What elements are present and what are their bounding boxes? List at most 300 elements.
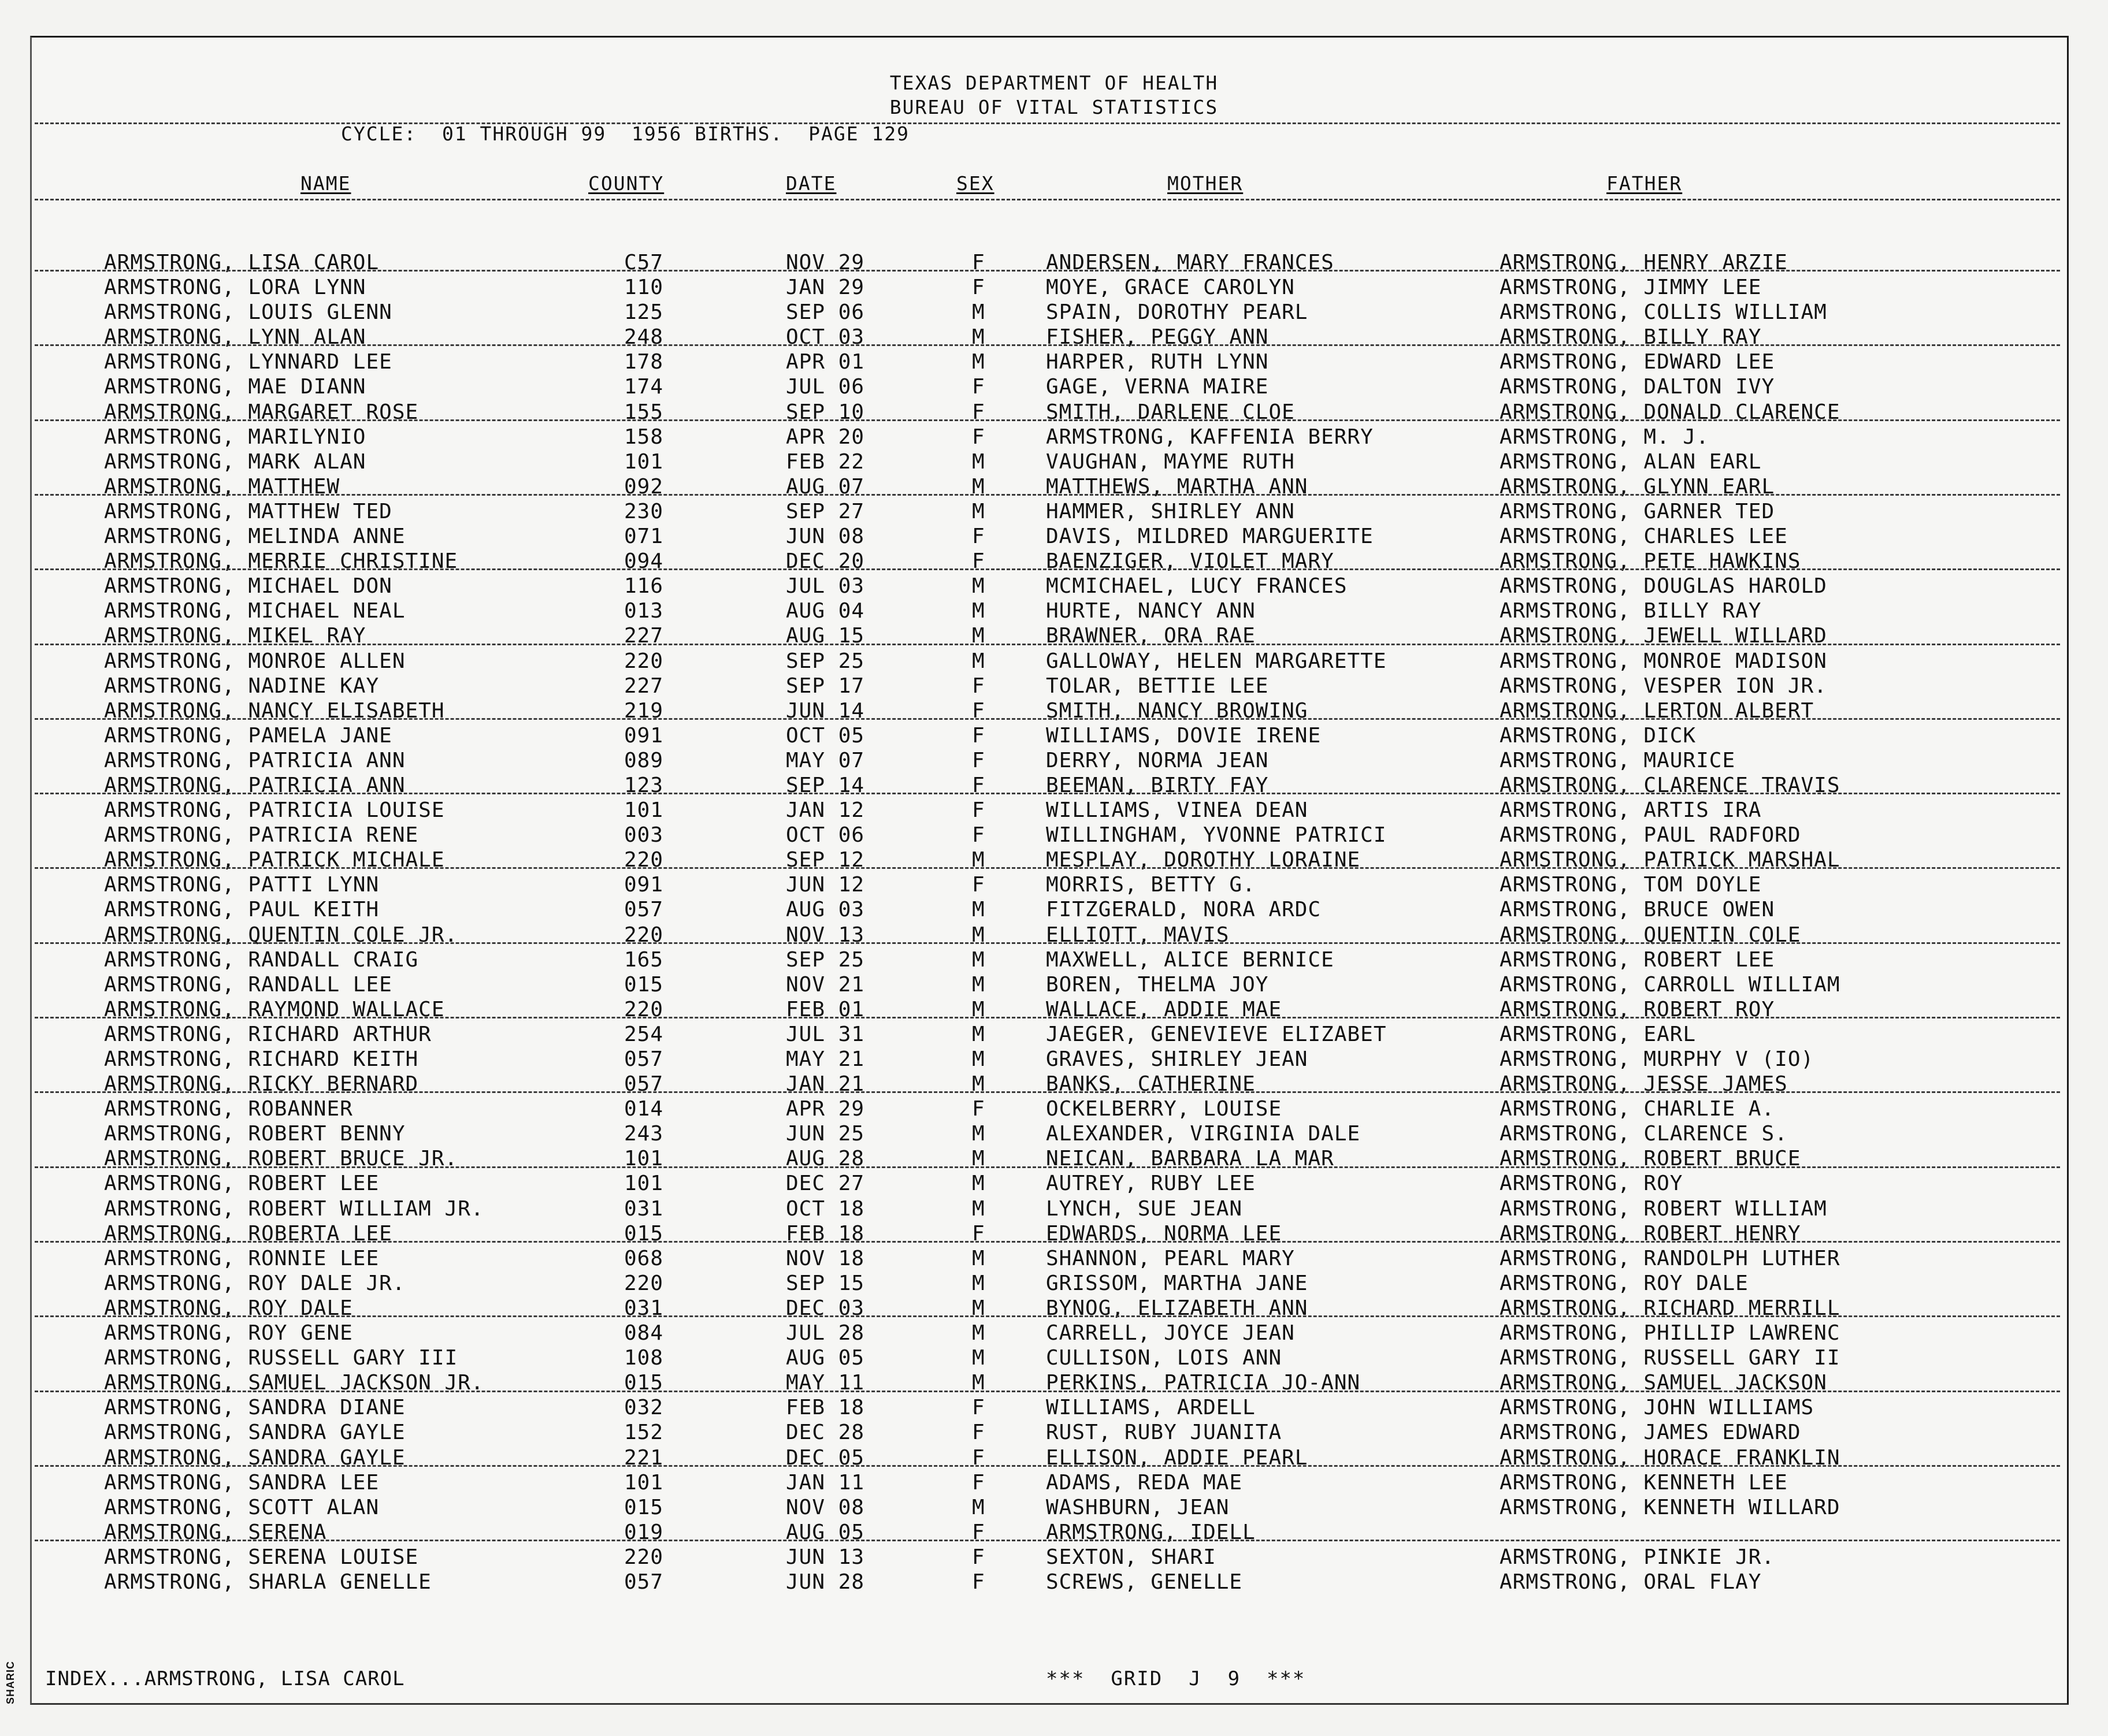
cell-name: ARMSTRONG, RICHARD KEITH — [104, 1047, 419, 1071]
cell-date: NOV 08 — [786, 1495, 865, 1519]
table-row — [0, 1495, 2108, 1520]
cell-sex: M — [972, 1022, 985, 1046]
cell-name: ARMSTRONG, PATRICIA LOUISE — [104, 798, 445, 823]
cell-name: ARMSTRONG, SHARLA GENELLE — [104, 1570, 432, 1594]
cell-father: ARMSTRONG, MAURICE — [1500, 748, 1736, 772]
cell-sex: F — [972, 525, 985, 549]
table-row — [0, 823, 2108, 847]
cell-county: 152 — [624, 1421, 664, 1445]
cell-sex: M — [972, 350, 985, 374]
cell-county: 101 — [624, 1147, 664, 1171]
cell-mother: BAENZIGER, VIOLET MARY — [1046, 549, 1334, 574]
cell-sex: F — [972, 1520, 985, 1544]
cell-father: ARMSTRONG, ORAL FLAY — [1500, 1570, 1762, 1594]
cell-county: 031 — [624, 1296, 664, 1320]
cell-sex: F — [972, 748, 985, 772]
cell-sex: M — [972, 574, 985, 599]
cell-name: ARMSTRONG, MARGARET ROSE — [104, 400, 419, 424]
cell-father: ARMSTRONG, MURPHY V (IO) — [1500, 1047, 1814, 1071]
row-group-divider — [35, 270, 2060, 272]
cell-sex: M — [972, 1495, 985, 1519]
cell-county: 057 — [624, 1570, 664, 1594]
cell-mother: ALEXANDER, VIRGINIA DALE — [1046, 1122, 1361, 1146]
cell-father: ARMSTRONG, CHARLIE A. — [1500, 1097, 1775, 1121]
row-group-divider — [35, 568, 2060, 570]
cell-mother: GRAVES, SHIRLEY JEAN — [1046, 1047, 1308, 1071]
cell-mother: SMITH, NANCY BROWING — [1046, 698, 1308, 723]
cell-county: 015 — [624, 972, 664, 997]
cell-date: OCT 03 — [786, 325, 865, 350]
cell-county: 110 — [624, 276, 664, 300]
cell-mother: VAUGHAN, MAYME RUTH — [1046, 449, 1295, 474]
cell-sex: M — [972, 947, 985, 972]
cell-county: 015 — [624, 1371, 664, 1395]
cell-father: ARMSTRONG, ROBERT ROY — [1500, 997, 1775, 1021]
table-row — [0, 897, 2108, 922]
cell-name: ARMSTRONG, RICHARD ARTHUR — [104, 1022, 432, 1046]
cell-county: 101 — [624, 1172, 664, 1196]
row-group-divider — [35, 942, 2060, 944]
row-group-divider — [35, 867, 2060, 869]
table-row — [0, 1196, 2108, 1221]
cell-sex: F — [972, 674, 985, 698]
cell-father: ARMSTRONG, PINKIE JR. — [1500, 1545, 1775, 1569]
cell-county: C57 — [624, 251, 664, 274]
cell-sex: M — [972, 898, 985, 922]
cell-father: ARMSTRONG, ROBERT HENRY — [1500, 1221, 1801, 1246]
cell-sex: F — [972, 1470, 985, 1495]
cell-county: 155 — [624, 400, 664, 424]
cell-county: 243 — [624, 1122, 664, 1146]
cell-father: ARMSTRONG, PETE HAWKINS — [1500, 549, 1801, 574]
cell-father: ARMSTRONG, ARTIS IRA — [1500, 798, 1762, 823]
cell-sex: F — [972, 1396, 985, 1420]
cell-mother: MAXWELL, ALICE BERNICE — [1046, 947, 1334, 972]
cell-date: AUG 05 — [786, 1346, 865, 1370]
cell-county: 248 — [624, 325, 664, 350]
cell-date: DEC 05 — [786, 1445, 865, 1470]
cell-date: JUL 31 — [786, 1022, 865, 1046]
row-group-divider — [35, 718, 2060, 720]
cell-sex: M — [972, 1346, 985, 1370]
cell-father: ARMSTRONG, PAUL RADFORD — [1500, 823, 1801, 847]
cell-sex: M — [972, 1271, 985, 1295]
cell-date: SEP 10 — [786, 400, 865, 424]
cell-sex: F — [972, 723, 985, 748]
table-row — [0, 649, 2108, 674]
cell-name: ARMSTRONG, ROBERT BRUCE JR. — [104, 1147, 458, 1171]
cell-mother: PERKINS, PATRICIA JO-ANN — [1046, 1371, 1361, 1395]
cell-mother: FITZGERALD, NORA ARDC — [1046, 898, 1322, 922]
cell-date: AUG 15 — [786, 624, 865, 648]
cell-date: FEB 22 — [786, 449, 865, 474]
cell-mother: RUST, RUBY JUANITA — [1046, 1421, 1282, 1445]
cell-mother: TOLAR, BETTIE LEE — [1046, 674, 1269, 698]
cell-date: DEC 20 — [786, 549, 865, 574]
cell-father: ARMSTRONG, HENRY ARZIE — [1500, 251, 1788, 274]
table-row — [0, 723, 2108, 748]
cell-mother: EDWARDS, NORMA LEE — [1046, 1221, 1282, 1246]
cell-name: ARMSTRONG, MICHAEL NEAL — [104, 599, 406, 623]
cell-county: 032 — [624, 1396, 664, 1420]
cell-date: FEB 01 — [786, 997, 865, 1021]
cell-county: 084 — [624, 1321, 664, 1345]
column-header-date: DATE — [786, 172, 837, 195]
cell-father: ARMSTRONG, JAMES EDWARD — [1500, 1421, 1801, 1445]
cell-father: ARMSTRONG, KENNETH LEE — [1500, 1470, 1788, 1495]
cell-date: SEP 06 — [786, 300, 865, 325]
column-header-mother: MOTHER — [1167, 172, 1244, 195]
cell-sex: F — [972, 1445, 985, 1470]
table-row — [0, 872, 2108, 897]
cell-mother: SEXTON, SHARI — [1046, 1545, 1216, 1569]
cell-date: OCT 05 — [786, 723, 865, 748]
cell-county: 092 — [624, 474, 664, 499]
row-group-divider — [35, 793, 2060, 794]
cell-date: JUL 06 — [786, 375, 865, 399]
cell-father: ARMSTRONG, COLLIS WILLIAM — [1500, 300, 1827, 325]
cell-sex: M — [972, 1371, 985, 1395]
cell-date: NOV 21 — [786, 972, 865, 997]
table-row — [0, 425, 2108, 449]
cell-date: SEP 15 — [786, 1271, 865, 1295]
cell-father: ARMSTRONG, ROY DALE — [1500, 1271, 1749, 1295]
cell-sex: M — [972, 1072, 985, 1096]
cell-father: ARMSTRONG, RANDOLPH LUTHER — [1500, 1246, 1840, 1270]
cell-father: ARMSTRONG, TOM DOYLE — [1500, 873, 1762, 897]
cell-mother: SMITH, DARLENE CLOE — [1046, 400, 1295, 424]
cell-father: ARMSTRONG, BILLY RAY — [1500, 599, 1762, 623]
cell-county: 057 — [624, 1047, 664, 1071]
cell-county: 227 — [624, 674, 664, 698]
table-row — [0, 1470, 2108, 1495]
cell-sex: M — [972, 1246, 985, 1270]
cell-county: 220 — [624, 997, 664, 1021]
cell-name: ARMSTRONG, RUSSELL GARY III — [104, 1346, 458, 1370]
cell-date: NOV 13 — [786, 923, 865, 947]
cell-name: ARMSTRONG, PATRICK MICHALE — [104, 848, 445, 872]
cell-sex: M — [972, 972, 985, 997]
cell-sex: M — [972, 624, 985, 648]
table-row — [0, 300, 2108, 325]
cell-date: JUL 28 — [786, 1321, 865, 1345]
cell-sex: M — [972, 599, 985, 623]
cell-sex: M — [972, 923, 985, 947]
cell-mother: WILLINGHAM, YVONNE PATRICI — [1046, 823, 1387, 847]
cell-name: ARMSTRONG, NANCY ELISABETH — [104, 698, 445, 723]
cell-name: ARMSTRONG, MAE DIANN — [104, 375, 366, 399]
cell-father: ARMSTRONG, KENNETH WILLARD — [1500, 1495, 1840, 1519]
column-header-father: FATHER — [1606, 172, 1683, 195]
cell-name: ARMSTRONG, LORA LYNN — [104, 276, 366, 300]
cell-sex: M — [972, 997, 985, 1021]
cell-county: 015 — [624, 1495, 664, 1519]
cell-mother: SHANNON, PEARL MARY — [1046, 1246, 1295, 1270]
cell-county: 227 — [624, 624, 664, 648]
cell-name: ARMSTRONG, MARILYNIO — [104, 425, 366, 449]
cell-sex: F — [972, 375, 985, 399]
cell-date: SEP 25 — [786, 947, 865, 972]
cell-mother: NEICAN, BARBARA LA MAR — [1046, 1147, 1334, 1171]
cell-county: 174 — [624, 375, 664, 399]
cell-county: 031 — [624, 1196, 664, 1221]
cell-sex: M — [972, 300, 985, 325]
cell-county: 178 — [624, 350, 664, 374]
cell-county: 165 — [624, 947, 664, 972]
cycle-line: CYCLE: 01 THROUGH 99 1956 BIRTHS. PAGE 129 — [341, 122, 910, 145]
row-group-divider — [35, 344, 2060, 346]
table-row — [0, 947, 2108, 972]
cell-name: ARMSTRONG, PAMELA JANE — [104, 723, 392, 748]
cell-date: AUG 03 — [786, 898, 865, 922]
table-row — [0, 350, 2108, 374]
cell-county: 220 — [624, 649, 664, 673]
cell-sex: F — [972, 1421, 985, 1445]
table-row — [0, 374, 2108, 399]
row-group-divider — [35, 1241, 2060, 1243]
cell-date: JUN 13 — [786, 1545, 865, 1569]
cell-father: ARMSTRONG, DICK — [1500, 723, 1697, 748]
table-row — [0, 674, 2108, 698]
cell-father: ARMSTRONG, GARNER TED — [1500, 499, 1775, 523]
cell-date: SEP 17 — [786, 674, 865, 698]
cell-county: 089 — [624, 748, 664, 772]
cell-county: 221 — [624, 1445, 664, 1470]
cell-sex: M — [972, 1321, 985, 1345]
cell-date: NOV 18 — [786, 1246, 865, 1270]
cell-sex: M — [972, 1196, 985, 1221]
cell-mother: WILLIAMS, ARDELL — [1046, 1396, 1256, 1420]
cell-county: 019 — [624, 1520, 664, 1544]
cell-name: ARMSTRONG, LYNNARD LEE — [104, 350, 392, 374]
cell-name: ARMSTRONG, RAYMOND WALLACE — [104, 997, 445, 1021]
cell-mother: OCKELBERRY, LOUISE — [1046, 1097, 1282, 1121]
cell-county: 101 — [624, 1470, 664, 1495]
cell-sex: F — [972, 425, 985, 449]
grid-footer: *** GRID J 9 *** — [1046, 1667, 1306, 1690]
table-row — [0, 599, 2108, 623]
table-row — [0, 1246, 2108, 1271]
cell-date: JUN 14 — [786, 698, 865, 723]
cell-sex: M — [972, 1047, 985, 1071]
cell-name: ARMSTRONG, MIKEL RAY — [104, 624, 366, 648]
cell-date: AUG 04 — [786, 599, 865, 623]
cell-father: ARMSTRONG, QUENTIN COLE — [1500, 923, 1801, 947]
cell-sex: M — [972, 1296, 985, 1320]
cell-county: 094 — [624, 549, 664, 574]
cell-name: ARMSTRONG, QUENTIN COLE JR. — [104, 923, 458, 947]
cell-date: JUN 12 — [786, 873, 865, 897]
table-row — [0, 449, 2108, 474]
row-group-divider — [35, 1091, 2060, 1093]
table-row — [0, 1570, 2108, 1594]
cell-sex: M — [972, 649, 985, 673]
cell-date: AUG 28 — [786, 1147, 865, 1171]
cell-sex: M — [972, 848, 985, 872]
cell-county: 101 — [624, 449, 664, 474]
cell-mother: WILLIAMS, VINEA DEAN — [1046, 798, 1308, 823]
table-row — [0, 1047, 2108, 1072]
cell-mother: BANKS, CATHERINE — [1046, 1072, 1256, 1096]
cell-name: ARMSTRONG, LISA CAROL — [104, 251, 380, 274]
cell-name: ARMSTRONG, ROBERT WILLIAM JR. — [104, 1196, 484, 1221]
row-group-divider — [35, 1315, 2060, 1317]
cell-county: 220 — [624, 848, 664, 872]
table-row — [0, 1420, 2108, 1445]
cell-sex: F — [972, 873, 985, 897]
cell-date: DEC 03 — [786, 1296, 865, 1320]
cell-date: JAN 11 — [786, 1470, 865, 1495]
cell-county: 108 — [624, 1346, 664, 1370]
cell-mother: ELLIOTT, MAVIS — [1046, 923, 1230, 947]
cell-name: ARMSTRONG, MATTHEW TED — [104, 499, 392, 523]
cell-father: ARMSTRONG, EDWARD LEE — [1500, 350, 1775, 374]
bureau-title: BUREAU OF VITAL STATISTICS — [889, 96, 1219, 118]
cell-name: ARMSTRONG, ROY DALE JR. — [104, 1271, 406, 1295]
cell-father: ARMSTRONG, ALAN EARL — [1500, 449, 1762, 474]
cell-mother: JAEGER, GENEVIEVE ELIZABET — [1046, 1022, 1387, 1046]
cell-date: JUL 03 — [786, 574, 865, 599]
column-header-sex: SEX — [956, 172, 994, 195]
cell-mother: ANDERSEN, MARY FRANCES — [1046, 251, 1334, 274]
cell-date: SEP 12 — [786, 848, 865, 872]
cell-name: ARMSTRONG, PATRICIA RENE — [104, 823, 419, 847]
table-row — [0, 1345, 2108, 1370]
cell-father: ARMSTRONG, EARL — [1500, 1022, 1697, 1046]
cell-father: ARMSTRONG, CLARENCE S. — [1500, 1122, 1788, 1146]
row-group-divider — [35, 1540, 2060, 1541]
row-group-divider — [35, 644, 2060, 645]
cell-mother: ARMSTRONG, KAFFENIA BERRY — [1046, 425, 1374, 449]
cell-date: SEP 25 — [786, 649, 865, 673]
cell-father: ARMSTRONG, BRUCE OWEN — [1500, 898, 1775, 922]
cell-father: ARMSTRONG, HORACE FRANKLIN — [1500, 1445, 1840, 1470]
cell-sex: M — [972, 449, 985, 474]
cell-name: ARMSTRONG, ROBERT BENNY — [104, 1122, 406, 1146]
cell-county: 071 — [624, 525, 664, 549]
cell-county: 116 — [624, 574, 664, 599]
row-group-divider — [35, 494, 2060, 496]
cell-sex: F — [972, 773, 985, 797]
cell-father: ARMSTRONG, M. J. — [1500, 425, 1709, 449]
records-table — [0, 250, 2108, 1594]
cell-father: ARMSTRONG, GLYNN EARL — [1500, 474, 1775, 499]
cell-sex: M — [972, 1147, 985, 1171]
cell-name: ARMSTRONG, NADINE KAY — [104, 674, 380, 698]
cell-county: 230 — [624, 499, 664, 523]
cell-name: ARMSTRONG, ROY DALE — [104, 1296, 353, 1320]
cell-mother: LYNCH, SUE JEAN — [1046, 1196, 1243, 1221]
cell-date: JUN 08 — [786, 525, 865, 549]
cell-sex: M — [972, 1172, 985, 1196]
cell-mother: GALLOWAY, HELEN MARGARETTE — [1046, 649, 1387, 673]
cell-mother: GAGE, VERNA MAIRE — [1046, 375, 1269, 399]
cell-father: ARMSTRONG, ROY — [1500, 1172, 1683, 1196]
cell-name: ARMSTRONG, SCOTT ALAN — [104, 1495, 380, 1519]
cell-name: ARMSTRONG, MARK ALAN — [104, 449, 366, 474]
cell-name: ARMSTRONG, PATTI LYNN — [104, 873, 380, 897]
cell-mother: ADAMS, REDA MAE — [1046, 1470, 1243, 1495]
cell-name: ARMSTRONG, RICKY BERNARD — [104, 1072, 419, 1096]
cell-county: 068 — [624, 1246, 664, 1270]
cell-name: ARMSTRONG, RONNIE LEE — [104, 1246, 380, 1270]
cell-date: MAY 21 — [786, 1047, 865, 1071]
cell-date: JUN 28 — [786, 1570, 865, 1594]
table-row — [0, 798, 2108, 823]
cell-mother: SCREWS, GENELLE — [1046, 1570, 1243, 1594]
cell-county: 015 — [624, 1221, 664, 1246]
cell-sex: M — [972, 1122, 985, 1146]
cell-date: APR 20 — [786, 425, 865, 449]
cell-name: ARMSTRONG, ROY GENE — [104, 1321, 353, 1345]
cell-mother: MCMICHAEL, LUCY FRANCES — [1046, 574, 1348, 599]
cell-date: JUN 25 — [786, 1122, 865, 1146]
cell-name: ARMSTRONG, MATTHEW — [104, 474, 340, 499]
cell-mother: DAVIS, MILDRED MARGUERITE — [1046, 525, 1374, 549]
cell-county: 220 — [624, 1271, 664, 1295]
cell-sex: F — [972, 1097, 985, 1121]
cell-father: ARMSTRONG, DOUGLAS HAROLD — [1500, 574, 1827, 599]
row-group-divider — [35, 419, 2060, 421]
cell-mother: WILLIAMS, DOVIE IRENE — [1046, 723, 1322, 748]
cell-father: ARMSTRONG, JEWELL WILLARD — [1500, 624, 1827, 648]
cell-date: OCT 18 — [786, 1196, 865, 1221]
cell-father: ARMSTRONG, RICHARD MERRILL — [1500, 1296, 1840, 1320]
cell-mother: MORRIS, BETTY G. — [1046, 873, 1256, 897]
cell-father: ARMSTRONG, ROBERT BRUCE — [1500, 1147, 1801, 1171]
cell-county: 220 — [624, 923, 664, 947]
cell-name: ARMSTRONG, SANDRA GAYLE — [104, 1421, 406, 1445]
column-header-name: NAME — [300, 172, 351, 195]
cell-name: ARMSTRONG, LOUIS GLENN — [104, 300, 392, 325]
cell-name: ARMSTRONG, LYNN ALAN — [104, 325, 366, 350]
cell-father: ARMSTRONG, CARROLL WILLIAM — [1500, 972, 1840, 997]
cell-name: ARMSTRONG, SANDRA GAYLE — [104, 1445, 406, 1470]
table-row — [0, 499, 2108, 524]
cell-name: ARMSTRONG, ROBERTA LEE — [104, 1221, 392, 1246]
table-row — [0, 748, 2108, 773]
cell-county: 125 — [624, 300, 664, 325]
row-group-divider — [35, 1465, 2060, 1467]
cell-name: ARMSTRONG, SANDRA DIANE — [104, 1396, 406, 1420]
cell-date: FEB 18 — [786, 1396, 865, 1420]
cell-name: ARMSTRONG, PAUL KEITH — [104, 898, 380, 922]
cell-mother: GRISSOM, MARTHA JANE — [1046, 1271, 1308, 1295]
cell-name: ARMSTRONG, MELINDA ANNE — [104, 525, 406, 549]
cell-county: 220 — [624, 1545, 664, 1569]
cell-father: ARMSTRONG, BILLY RAY — [1500, 325, 1762, 350]
cell-father: ARMSTRONG, JIMMY LEE — [1500, 276, 1762, 300]
cell-mother: HAMMER, SHIRLEY ANN — [1046, 499, 1295, 523]
cell-date: APR 29 — [786, 1097, 865, 1121]
cell-county: 219 — [624, 698, 664, 723]
cell-date: NOV 29 — [786, 251, 865, 274]
cell-mother: MESPLAY, DOROTHY LORAINE — [1046, 848, 1361, 872]
cell-father: ARMSTRONG, CLARENCE TRAVIS — [1500, 773, 1840, 797]
cell-father: ARMSTRONG, CHARLES LEE — [1500, 525, 1788, 549]
cell-name: ARMSTRONG, ROBANNER — [104, 1097, 353, 1121]
cell-date: FEB 18 — [786, 1221, 865, 1246]
cell-date: SEP 27 — [786, 499, 865, 523]
department-title: TEXAS DEPARTMENT OF HEALTH — [889, 72, 1219, 94]
cell-name: ARMSTRONG, MERRIE CHRISTINE — [104, 549, 458, 574]
cell-father: ARMSTRONG, RUSSELL GARY II — [1500, 1346, 1840, 1370]
cell-county: 101 — [624, 798, 664, 823]
cell-name: ARMSTRONG, RANDALL LEE — [104, 972, 392, 997]
row-group-divider — [35, 1166, 2060, 1168]
cell-mother: CULLISON, LOIS ANN — [1046, 1346, 1282, 1370]
table-row — [0, 1096, 2108, 1121]
